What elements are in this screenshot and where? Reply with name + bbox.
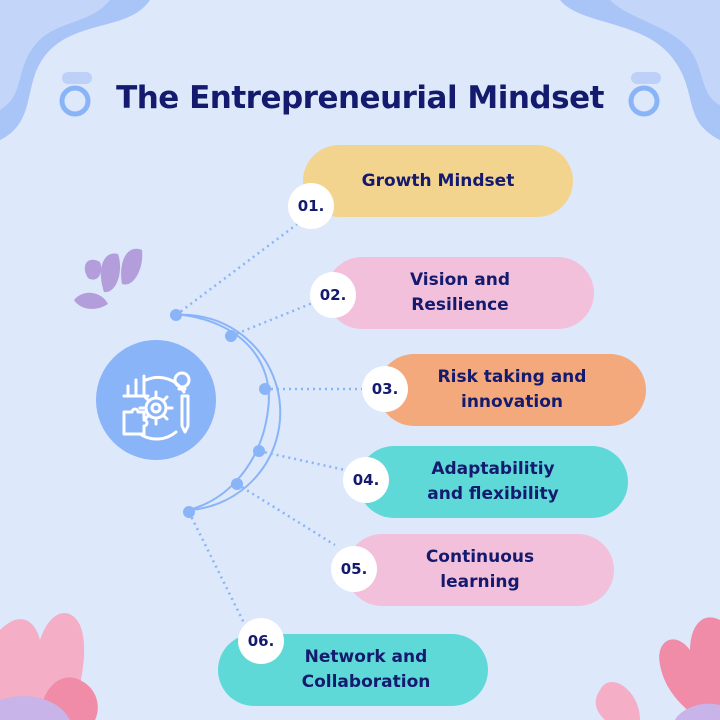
step-label-line: Continuous: [425, 547, 535, 567]
step-badge-6: 06.: [238, 618, 284, 664]
strategy-gear-icon: [96, 340, 216, 460]
connector-dot: [183, 506, 195, 518]
step-badge-3: 03.: [362, 366, 408, 412]
step-label-line: Network and: [304, 647, 428, 667]
connector-dot: [225, 330, 237, 342]
step-pill-4: [358, 446, 628, 518]
step-badge-1: 01.: [288, 183, 334, 229]
connector-dot: [231, 478, 243, 490]
step-pill-1: [303, 145, 573, 217]
step-label-line: Resilience: [411, 295, 509, 315]
step-pill-2: [326, 257, 594, 329]
step-pill-5: [346, 534, 614, 606]
hub-circle: [96, 340, 216, 460]
step-label-line: and flexibility: [427, 484, 559, 504]
step-label-line: Risk taking and: [437, 367, 587, 387]
step-label-line: learning: [440, 572, 520, 592]
connector-dot: [259, 383, 271, 395]
step-badge-2: 02.: [310, 272, 356, 318]
connector-dot: [170, 309, 182, 321]
leaf-decoration-icon: [74, 249, 142, 309]
step-label-line: Adaptabilitiy: [431, 459, 555, 479]
step-label-line: Vision and: [409, 270, 511, 290]
step-label-line: Growth Mindset: [361, 170, 515, 191]
step-label-line: Collaboration: [301, 672, 431, 692]
page-title: The Entrepreneurial Mindset: [116, 80, 604, 116]
step-badge-5: 05.: [331, 546, 377, 592]
step-badge-4: 04.: [343, 457, 389, 503]
connector-dot: [253, 445, 265, 457]
step-pill-3: [378, 354, 646, 426]
step-label-line: innovation: [461, 392, 563, 412]
